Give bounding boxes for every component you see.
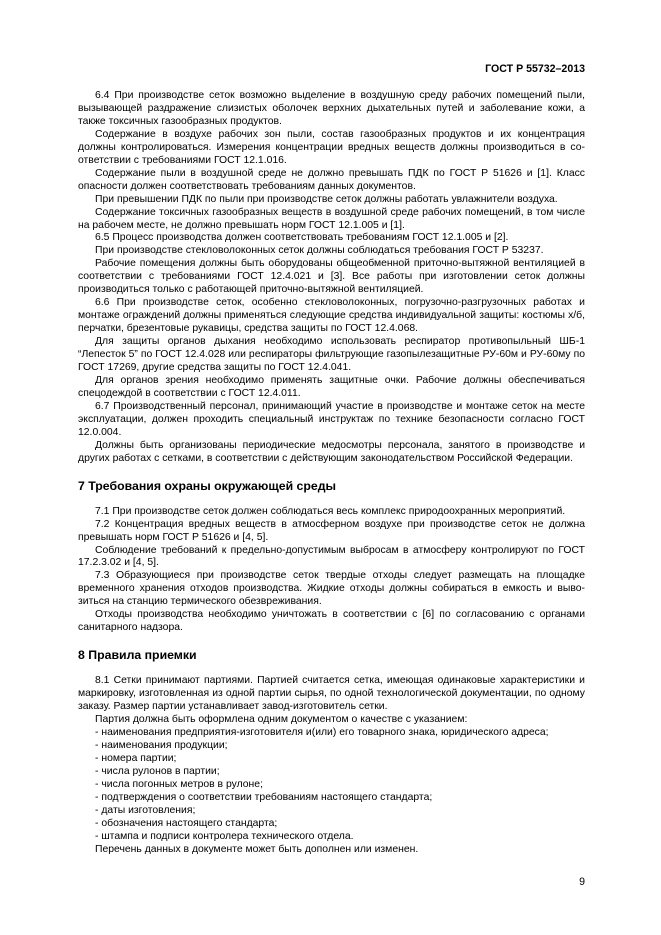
document-code-header: ГОСТ Р 55732–2013 [485, 63, 585, 75]
paragraph-8-1: 8.1 Сетки принимают партиями. Партией считается сетка, имеющая одинаковые характеристики и маркировку, изготовленная из одной партии сырья, по одной технологической документации, по одному заказу. Размер партии устанавливает завод-изготовитель сетки. [78, 675, 585, 713]
paragraph-6-6: 6.6 При производстве сеток, особенно стекловолоконных, погрузочно-разгрузочных работах и монтаже ограждений должны применяться следующие средства индивидуальной защиты: костюмы х/б, перчатки, брезентовые рукавицы, средства защиты по ГОСТ 12.4.068. [78, 297, 585, 335]
paragraph-6-4: 6.4 При производстве сеток возможно выделение в воздушную среду рабочих помещений пыли, вызывающей раздражение слизистых оболочек верхних дыхательных путей и заболевание кожи, а также токсичных газообразных продуктов. [78, 90, 585, 127]
page-number: 9 [579, 876, 585, 888]
paragraph: Перечень данных в документе может быть дополнен или изменен. [95, 843, 419, 855]
list-item: - обозначения настоящего стандарта; [95, 817, 278, 829]
paragraph: Для органов зрения необходимо применять защитные очки. Рабочие должны обеспечиваться спецодеждой в соответствии с ГОСТ 12.4.011. [78, 374, 585, 399]
paragraph: Содержание в воздухе рабочих зон пыли, состав газообразных продуктов и их концентрация должны контролироваться. Измерения концентрации вредных веществ должны производиться в соответствии с требованиями ГОСТ 12.1.016. [78, 128, 585, 166]
paragraph: Должны быть организованы периодические медосмотры персонала, занятого в производстве и других работах с сетками, в соответствии с действующим законодательством Российской Федерации. [78, 439, 585, 464]
paragraph-6-7: 6.7 Производственный персонал, принимающий участие в производстве и монтаже сеток на месте эксплуатации, должен проходить специальный инструктаж по технике безопасности согласно ГОСТ 12.0.004. [78, 400, 585, 438]
paragraph-7-2: 7.2 Концентрация вредных веществ в атмосферном воздухе при производстве сеток не должна превышать норм ГОСТ Р 51626 и [4, 5]. [78, 518, 585, 543]
section-8-heading: 8 Правила приемки [78, 648, 197, 663]
list-item: - числа погонных метров в рулоне; [95, 778, 263, 790]
list-item: - штампа и подписи контролера технического отдела. [95, 830, 354, 842]
paragraph: Соблюдение требований к предельно-допустимым выбросам в атмосферу контролируют по ГОСТ 17.2.3.02 и [4, 5]. [78, 544, 585, 569]
paragraph: Партия должна быть оформлена одним документом о качестве с указанием: [95, 714, 468, 726]
list-item: - числа рулонов в партии; [95, 765, 220, 777]
paragraph: При превышении ПДК по пыли при производстве сеток должны работать увлажнители воздуха. [95, 193, 558, 205]
paragraph-6-5: 6.5 Процесс производства должен соответствовать требованиям ГОСТ 12.1.005 и [2]. [95, 232, 509, 244]
paragraph: Отходы производства необходимо уничтожать в соответствии с [6] по согласованию с органами санитарного надзора. [78, 609, 585, 634]
list-item: - номера партии; [95, 752, 177, 764]
paragraph: Содержание пыли в воздушной среде не должно превышать ПДК по ГОСТ Р 51626 и [1]. Класс опасности должен соответствовать требованиям данных документов. [78, 167, 585, 192]
paragraph-7-3: 7.3 Образующиеся при производстве сеток твердые отходы следует размещать на площадке временного хранения отходов производства. Жидкие отходы должны собираться в емкость и вывозиться на станцию термического обезвреживания. [78, 570, 585, 608]
list-item: - наименования предприятия-изготовителя и(или) его товарного знака, юридического адреса; [95, 726, 549, 738]
paragraph-7-1: 7.1 При производстве сеток должен соблюдаться весь комплекс природоохранных мероприятий. [95, 505, 566, 517]
paragraph: Рабочие помещения должны быть оборудованы общеобменной приточно-вытяжной вентиляцией в соответствии с требованиями ГОСТ 12.4.021 и [3]. Все работы при изготовлении сеток должны производиться только с работающей приточно-вытяжной вентиляцией. [78, 258, 585, 296]
paragraph: При производстве стекловолоконных сеток должны соблюдаться требования ГОСТ Р 53237. [95, 245, 544, 257]
section-7-heading: 7 Требования охраны окружающей среды [78, 478, 337, 493]
paragraph: Содержание токсичных газообразных веществ в воздушной среде рабочих помещений, в том числе на рабочем месте, не должно превышать норм ГОСТ 12.1.005 и [1]. [78, 206, 585, 231]
list-item: - даты изготовления; [95, 804, 196, 816]
list-item: - наименования продукции; [95, 739, 228, 751]
list-item: - подтверждения о соответствии требованиям настоящего стандарта; [95, 791, 433, 803]
paragraph: Для защиты органов дыхания необходимо использовать респиратор противопыльный ШБ-1 “Лепесток 5” по ГОСТ 12.4.028 или респираторы фильтрующие газопылезащитные РУ-60м и РУ-60му по ГОСТ 17269, другие средства защиты по ГОСТ 12.4.041. [78, 336, 585, 374]
document-body [78, 90, 585, 857]
